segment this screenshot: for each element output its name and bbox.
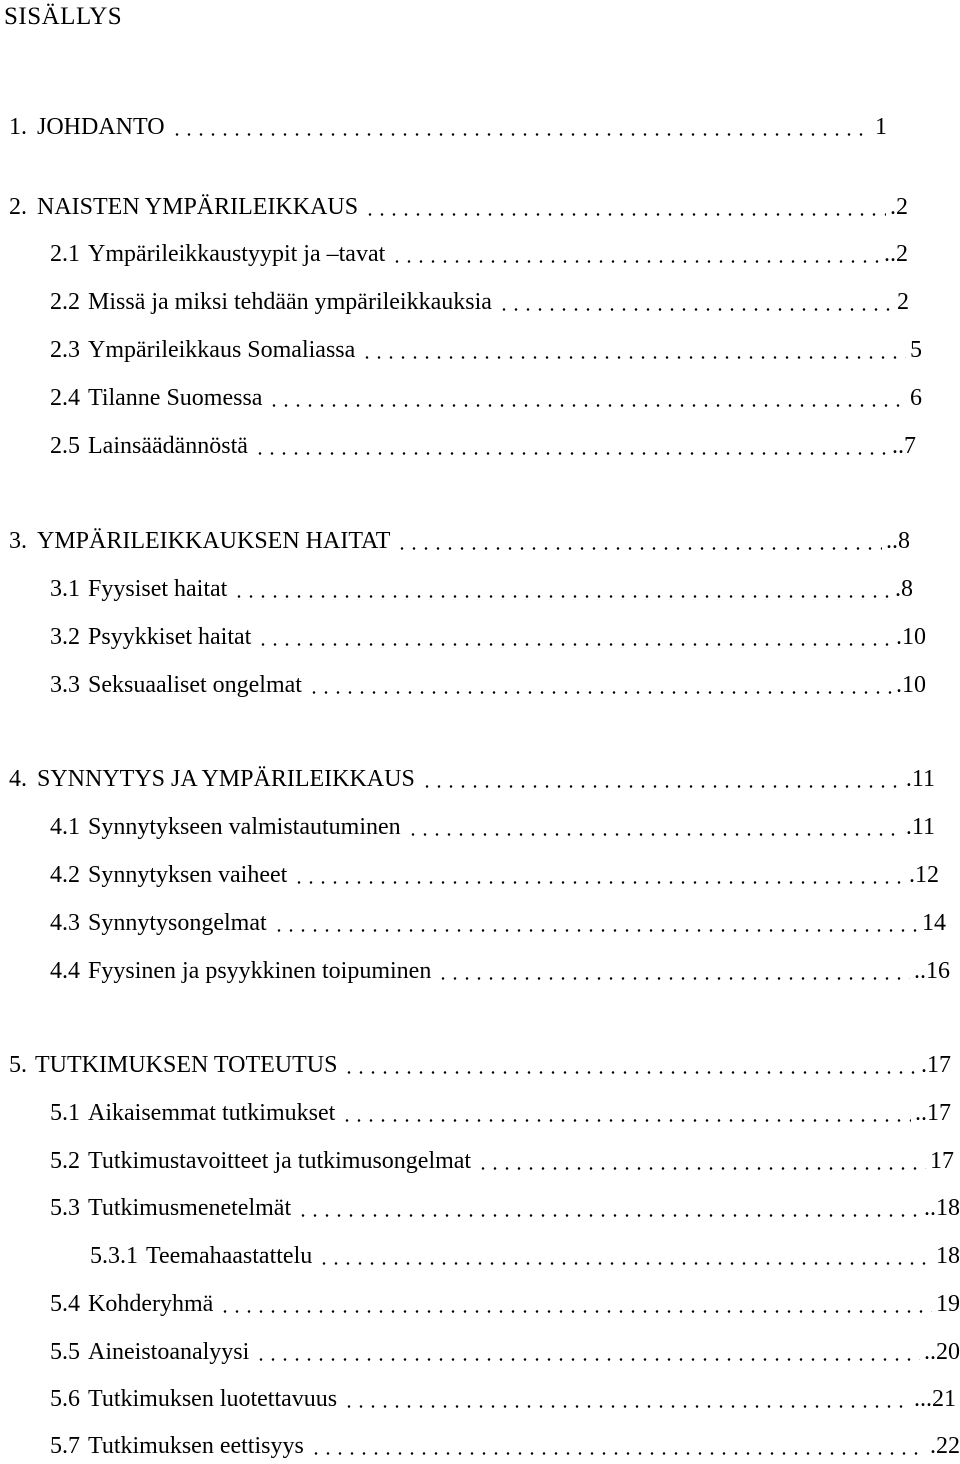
toc-title: Tutkimuksen eettisyys — [88, 1433, 304, 1459]
toc-leader — [477, 1167, 926, 1170]
toc-title: Synnytysongelmat — [88, 910, 267, 936]
toc-number: 1. — [9, 114, 27, 140]
toc-page-number: .17 — [921, 1052, 951, 1078]
toc-title: Kohderyhmä — [88, 1291, 214, 1317]
toc-page-number: 14 — [922, 910, 946, 936]
toc-leader — [437, 977, 910, 980]
toc-title: Tutkimustavoitteet ja tutkimusongelmat — [88, 1148, 472, 1174]
toc-leader — [297, 1214, 920, 1217]
toc-number: 4.4 — [50, 958, 80, 984]
toc-number: 5.1 — [50, 1100, 80, 1126]
toc-number: 2.5 — [50, 433, 80, 459]
toc-leader — [364, 213, 886, 216]
toc-entry-3-2[interactable] — [50, 621, 926, 653]
toc-page-number: 18 — [936, 1243, 960, 1269]
toc-number: 2. — [9, 194, 27, 220]
toc-entry-4[interactable] — [9, 763, 935, 795]
toc-number: 2.2 — [50, 289, 80, 315]
toc-title: Missä ja miksi tehdään ympärileikkauksia — [88, 289, 492, 315]
toc-page-number: ...21 — [914, 1386, 956, 1412]
toc-entry-1[interactable] — [9, 111, 887, 143]
toc-number: 5.3.1 — [90, 1243, 138, 1269]
toc-page-number: ..8 — [886, 528, 910, 554]
toc-page-number: 2 — [897, 289, 909, 315]
toc-title: Aineistoanalyysi — [88, 1339, 250, 1365]
toc-number: 5.4 — [50, 1291, 80, 1317]
toc-entry-2-5[interactable] — [50, 430, 916, 462]
toc-entry-3[interactable] — [9, 525, 910, 557]
toc-page-number: ..17 — [915, 1100, 951, 1126]
toc-page-number: 5 — [910, 337, 922, 363]
toc-leader — [361, 356, 906, 359]
toc-entry-5[interactable] — [9, 1049, 951, 1081]
toc-page-number: .12 — [909, 862, 939, 888]
toc-entry-5-3-1[interactable] — [90, 1240, 960, 1272]
toc-entry-4-3[interactable] — [50, 907, 946, 939]
toc-number: 2.3 — [50, 337, 80, 363]
toc-title: Seksuaaliset ongelmat — [88, 672, 302, 698]
toc-page-number: .8 — [895, 576, 913, 602]
toc-number: 3.1 — [50, 576, 80, 602]
toc-page-number: 6 — [910, 385, 922, 411]
toc-number: 3. — [9, 528, 27, 554]
toc-entry-4-2[interactable] — [50, 859, 939, 891]
toc-title: Synnytyksen vaiheet — [88, 862, 288, 888]
toc-title: SYNNYTYS JA YMPÄRILEIKKAUS — [37, 766, 415, 792]
toc-page-number: 17 — [930, 1148, 954, 1174]
toc-leader — [254, 452, 888, 455]
toc-number: 5.7 — [50, 1433, 80, 1459]
toc-number: 3.3 — [50, 672, 80, 698]
toc-title: Lainsäädännöstä — [88, 433, 248, 459]
toc-leader — [268, 404, 906, 407]
toc-title: Aikaisemmat tutkimukset — [88, 1100, 336, 1126]
toc-number: 2.1 — [50, 241, 80, 267]
toc-entry-2-3[interactable] — [50, 334, 922, 366]
toc-number: 5.5 — [50, 1339, 80, 1365]
toc-leader — [255, 1358, 920, 1361]
toc-leader — [396, 547, 882, 550]
toc-page-number: .2 — [890, 194, 908, 220]
toc-entry-5-7[interactable] — [50, 1430, 960, 1462]
toc-title: Fyysinen ja psyykkinen toipuminen — [88, 958, 432, 984]
toc-leader — [391, 260, 880, 263]
toc-leader — [341, 1119, 911, 1122]
toc-page-number: .22 — [930, 1433, 960, 1459]
toc-entry-2-4[interactable] — [50, 382, 922, 414]
toc-leader — [293, 881, 905, 884]
toc-title: Tutkimusmenetelmät — [88, 1195, 292, 1221]
toc-page-number: ..16 — [914, 958, 950, 984]
toc-page-number: ..7 — [892, 433, 916, 459]
toc-page-number: .11 — [905, 766, 935, 792]
toc-title: Tilanne Suomessa — [88, 385, 263, 411]
toc-page-number: .10 — [896, 672, 926, 698]
toc-title: Synnytykseen valmistautuminen — [88, 814, 401, 840]
toc-title: YMPÄRILEIKKAUKSEN HAITAT — [37, 528, 391, 554]
toc-number: 5.3 — [50, 1195, 80, 1221]
toc-leader — [318, 1262, 932, 1265]
toc-leader — [310, 1452, 926, 1455]
toc-page-number: ..20 — [924, 1339, 960, 1365]
toc-entry-5-4[interactable] — [50, 1288, 960, 1320]
toc-entry-4-4[interactable] — [50, 955, 950, 987]
toc-leader — [233, 595, 891, 598]
toc-title: NAISTEN YMPÄRILEIKKAUS — [37, 194, 359, 220]
toc-number: 3.2 — [50, 624, 80, 650]
toc-entry-5-1[interactable] — [50, 1097, 951, 1129]
toc-entry-5-2[interactable] — [50, 1145, 954, 1177]
toc-entry-2[interactable] — [9, 191, 908, 223]
toc-leader — [273, 929, 918, 932]
toc-page-number: 19 — [936, 1291, 960, 1317]
toc-page-number: .10 — [896, 624, 926, 650]
toc-entry-5-3[interactable] — [50, 1192, 960, 1224]
toc-entry-2-2[interactable] — [50, 286, 909, 318]
toc-title: JOHDANTO — [37, 114, 165, 140]
toc-title: Psyykkiset haitat — [88, 624, 252, 650]
toc-title: Tutkimuksen luotettavuus — [88, 1386, 338, 1412]
toc-leader — [343, 1405, 910, 1408]
toc-entry-3-1[interactable] — [50, 573, 913, 605]
toc-leader — [343, 1071, 917, 1074]
toc-page-number: ..2 — [884, 241, 908, 267]
page-title: SISÄLLYS — [4, 3, 123, 30]
toc-leader — [171, 133, 871, 136]
toc-page-number: 1 — [875, 114, 887, 140]
toc-entry-5-6[interactable] — [50, 1383, 956, 1415]
toc-number: 5.6 — [50, 1386, 80, 1412]
toc-leader — [498, 308, 893, 311]
toc-leader — [257, 643, 892, 646]
toc-number: 4.2 — [50, 862, 80, 888]
toc-leader — [407, 833, 902, 836]
toc-leader — [219, 1310, 932, 1313]
toc-number: 5.2 — [50, 1148, 80, 1174]
toc-title: Fyysiset haitat — [88, 576, 228, 602]
toc-page-number: .11 — [905, 814, 935, 840]
toc-entry-2-1[interactable] — [50, 238, 908, 270]
toc-page-number: ..18 — [924, 1195, 960, 1221]
toc-title: Ympärileikkaustyypit ja –tavat — [88, 241, 386, 267]
toc-leader — [308, 691, 892, 694]
toc-entry-5-5[interactable] — [50, 1336, 960, 1368]
toc-number: 5. — [9, 1052, 27, 1078]
toc-entry-4-1[interactable] — [50, 811, 935, 843]
toc-number: 2.4 — [50, 385, 80, 411]
toc-title: Teemahaastattelu — [146, 1243, 313, 1269]
toc-leader — [421, 785, 902, 788]
toc-entry-3-3[interactable] — [50, 669, 926, 701]
toc-title: Ympärileikkaus Somaliassa — [88, 337, 356, 363]
toc-title: TUTKIMUKSEN TOTEUTUS — [35, 1052, 338, 1078]
toc-number: 4. — [9, 766, 27, 792]
toc-number: 4.1 — [50, 814, 80, 840]
toc-number: 4.3 — [50, 910, 80, 936]
